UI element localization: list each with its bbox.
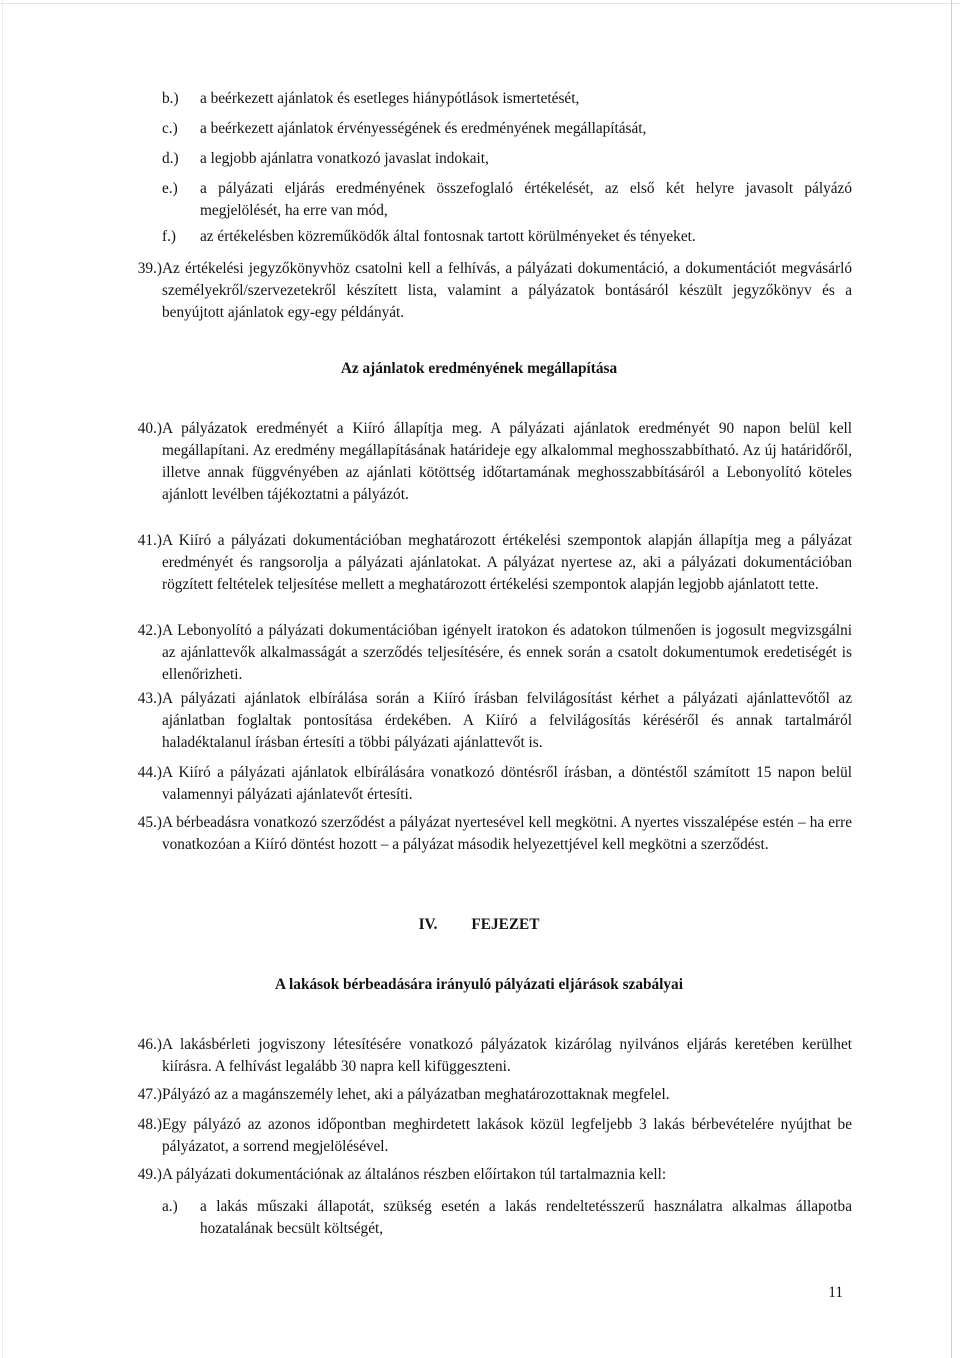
paragraph-text: Pályázó az a magánszemély lehet, aki a pályázatban meghatározottaknak megfelel. [162,1086,670,1103]
paragraph-44 [106,762,852,806]
paragraph-text: Az értékelési jegyzőkönyvhöz csatolni kell a felhívás, a pályázati dokumentáció, a dokumentációt megvásárló személyekről/szervezetekről készített lista, valamint a pályázatok bontásáról készült jegyzőkönyv és a benyújtott ajánlatok egy-egy példányát. [162,260,852,321]
scan-edge-left [2,0,3,1358]
page-number: 11 [828,1284,843,1301]
paragraph-45 [106,812,852,856]
paragraph-text: A Lebonyolító a pályázati dokumentációban igényelt iratokon és adatokon túlmenően is jogosult megvizsgálni az ajánlattevők alkalmasságát a szerződés teljesítésére, és ennek során a csatolt dokumentumok eredetiségét is ellenőrizheti. [162,622,852,683]
list-item-text: a legjobb ajánlatra vonatkozó javaslat indokait, [200,150,489,167]
paragraph-40 [106,418,852,506]
paragraph-text: A pályázati dokumentációnak az általános részben előírtakon túl tartalmaznia kell: [162,1166,667,1183]
list-item-a [162,1196,852,1240]
list-item-text: a pályázati eljárás eredményének összefoglaló értékelését, az első két helyre javasolt pályázó megjelölését, ha erre van mód, [200,180,852,219]
list-item-label: b.) [162,90,179,107]
paragraph-47 [106,1084,852,1106]
list-item-text: a beérkezett ajánlatok és esetleges hiánypótlások ismertetését, [200,90,580,107]
scan-edge-right [951,0,952,1358]
list-item-text: az értékelésben közreműködők által fontosnak tartott körülményeket és tényeket. [200,228,696,245]
paragraph-41 [106,530,852,596]
list-item-b [162,88,852,110]
list-item-label: e.) [162,180,178,197]
chapter-title [106,914,852,936]
list-item-f [162,226,852,248]
paragraph-text: A Kiíró a pályázati dokumentációban meghatározott értékelési szempontok alapján állapítja meg a pályázat eredményét és rangsorolja a pályázati ajánlatokat. A pályázat nyertese az, aki a pályázati dokumentációban rögzített feltételek teljesítése mellett a meghatározott értékelési szempontok alapján legjobb ajánlatott tette. [162,532,852,593]
list-item-c [162,118,852,140]
paragraph-text: A bérbeadásra vonatkozó szerződést a pályázat nyertesével kell megkötni. A nyertes visszalépése estén – ha erre vonatkozóan a Kiíró döntést hozott – a pályázat második helyezettjével kell megkötni a szerződést. [162,814,852,853]
section-heading: Az ajánlatok eredményének megállapítása [340,360,618,377]
paragraph-number: 39.) [137,260,162,277]
chapter-number: IV. [418,916,438,933]
paragraph-number: 49.) [137,1166,162,1183]
paragraph-number: 47.) [137,1086,162,1103]
paragraph-number: 43.) [137,690,162,707]
paragraph-text: Egy pályázó az azonos időpontban meghirdetett lakások közül legfeljebb 3 lakás bérbevételére nyújthat be pályázatot, a sorrend megjelölésével. [162,1116,852,1155]
paragraph-49 [106,1164,852,1186]
paragraph-number: 45.) [137,814,162,831]
paragraph-number: 46.) [137,1036,162,1053]
paragraph-text: A pályázatok eredményét a Kiíró állapítja meg. A pályázati ajánlatok eredményét 90 napon belül kell megállapítani. Az eredmény megállapításának határideje egy alkalommal meghosszabbítható. Az új határidőről, illetve annak függvényében az ajánlati kötöttség időtartamának meghosszabbításáról a Lebonyolító köteles ajánlott levélben tájékoztatni a pályázót. [162,420,852,503]
paragraph-number: 40.) [137,420,162,437]
list-item-label: a.) [162,1198,178,1215]
list-item-label: c.) [162,120,178,137]
paragraph-number: 44.) [137,764,162,781]
paragraph-48 [106,1114,852,1158]
scan-edge-top [0,3,960,4]
list-item-e [162,178,852,222]
paragraph-text: A pályázati ajánlatok elbírálása során a Kiíró írásban felvilágosítást kérhet a pályázati ajánlattevőtől az ajánlatban foglaltak pontosítása érdekében. A Kiíró a felvilágosítás kéréséről és annak tartalmáról haladéktalanul írásban értesíti a többi pályázati ajánlattevőt is. [162,690,852,751]
list-item-label: d.) [162,150,179,167]
list-item-label: f.) [162,228,177,245]
list-item-d [162,148,852,170]
list-item-text: a beérkezett ajánlatok érvényességének és eredményének megállapítását, [200,120,647,137]
paragraph-42 [106,620,852,686]
paragraph-number: 41.) [137,532,162,549]
chapter-label: FEJEZET [471,916,540,933]
list-item-text: a lakás műszaki állapotát, szükség esetén a lakás rendeltetésszerű használatra alkalmas állapotba hozatalának becsült költségét, [200,1198,852,1237]
paragraph-number: 42.) [137,622,162,639]
paragraph-number: 48.) [137,1116,162,1133]
paragraph-39 [106,258,852,324]
chapter-heading: A lakások bérbeadására irányuló pályázati eljárások szabályai [275,976,683,993]
paragraph-43 [106,688,852,754]
paragraph-46 [106,1034,852,1078]
paragraph-text: A Kiíró a pályázati ajánlatok elbírálására vonatkozó döntésről írásban, a döntéstől számított 15 napon belül valamennyi pályázati ajánlatevőt értesíti. [162,764,852,803]
paragraph-text: A lakásbérleti jogviszony létesítésére vonatkozó pályázatok kizárólag nyilvános eljárás keretében kerülhet kiírásra. A felhívást legalább 30 napra kell kifüggeszteni. [162,1036,852,1075]
